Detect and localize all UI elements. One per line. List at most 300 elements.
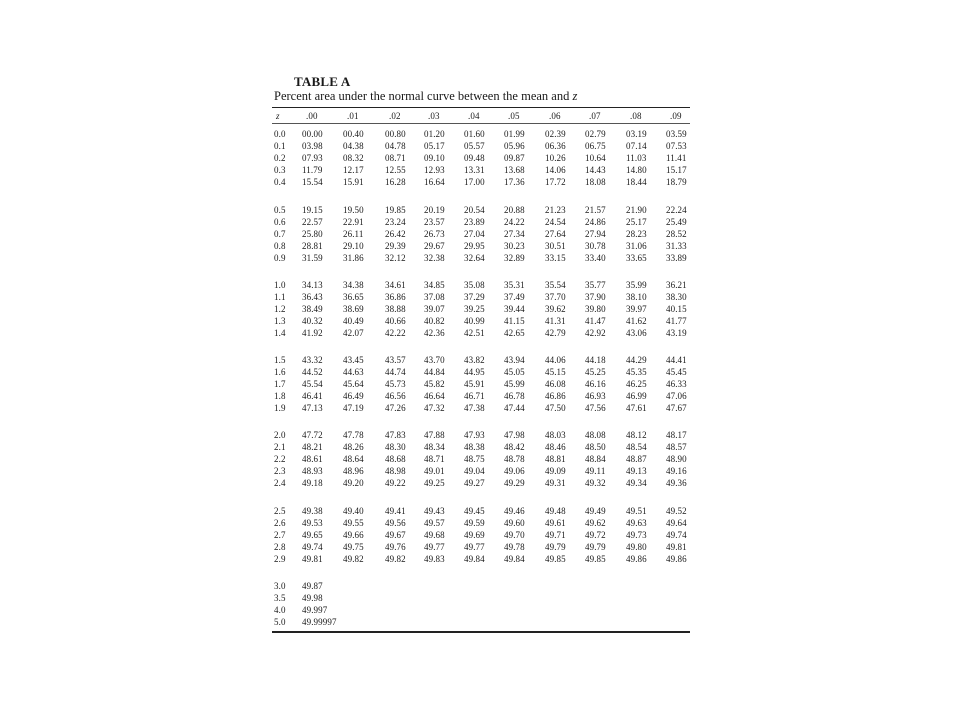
area-value: 46.56 bbox=[385, 390, 406, 401]
area-value: 46.08 bbox=[545, 378, 566, 389]
area-value: 46.41 bbox=[302, 390, 323, 401]
z-value: 0.8 bbox=[274, 240, 286, 251]
area-value: 40.15 bbox=[666, 303, 687, 314]
area-value: 49.53 bbox=[302, 517, 323, 528]
area-value: 29.10 bbox=[343, 240, 364, 251]
area-value: 05.57 bbox=[464, 140, 485, 151]
area-value: 46.64 bbox=[424, 390, 445, 401]
area-value: 41.31 bbox=[545, 315, 566, 326]
area-value: 49.79 bbox=[585, 541, 606, 552]
area-value: 49.87 bbox=[302, 581, 323, 591]
area-value: 00.00 bbox=[302, 129, 323, 139]
area-value: 48.68 bbox=[385, 453, 406, 464]
area-value: 44.06 bbox=[545, 355, 566, 365]
area-value: 20.54 bbox=[464, 205, 485, 215]
area-value: 11.41 bbox=[666, 152, 687, 163]
area-value: 39.97 bbox=[626, 303, 647, 314]
area-value: 49.66 bbox=[343, 529, 364, 540]
area-value: 49.34 bbox=[626, 477, 647, 488]
area-value: 49.36 bbox=[666, 477, 687, 488]
area-value: 49.20 bbox=[343, 477, 364, 488]
area-value: 49.11 bbox=[585, 465, 606, 476]
area-value: 47.06 bbox=[666, 390, 687, 401]
z-value: 1.9 bbox=[274, 402, 286, 413]
area-value: 49.84 bbox=[464, 553, 485, 564]
area-value: 01.99 bbox=[504, 129, 525, 139]
area-value: 48.84 bbox=[585, 453, 606, 464]
area-value: 41.62 bbox=[626, 315, 647, 326]
area-value: 31.86 bbox=[343, 252, 364, 263]
area-value: 49.86 bbox=[626, 553, 647, 564]
area-value: 46.93 bbox=[585, 390, 606, 401]
area-value: 39.62 bbox=[545, 303, 566, 314]
header-col: .06 bbox=[549, 111, 561, 121]
area-value: 43.94 bbox=[504, 355, 525, 365]
area-value: 49.84 bbox=[504, 553, 525, 564]
area-value: 46.78 bbox=[504, 390, 525, 401]
area-value: 47.67 bbox=[666, 402, 687, 413]
area-value: 38.69 bbox=[343, 303, 364, 314]
area-value: 27.04 bbox=[464, 228, 485, 239]
area-value: 47.93 bbox=[464, 430, 485, 440]
z-value: 0.2 bbox=[274, 152, 286, 163]
area-value: 49.98 bbox=[302, 592, 323, 603]
table-title: TABLE A bbox=[294, 74, 351, 89]
area-value: 32.38 bbox=[424, 252, 445, 263]
area-value: 13.31 bbox=[464, 164, 485, 175]
area-value: 47.19 bbox=[343, 402, 364, 413]
area-value: 48.46 bbox=[545, 441, 566, 452]
area-value: 33.65 bbox=[626, 252, 647, 263]
area-value: 49.32 bbox=[585, 477, 606, 488]
area-value: 49.59 bbox=[464, 517, 485, 528]
area-value: 09.48 bbox=[464, 152, 485, 163]
area-value: 46.25 bbox=[626, 378, 647, 389]
z-value: 1.3 bbox=[274, 315, 286, 326]
area-value: 49.52 bbox=[666, 506, 687, 516]
area-value: 31.06 bbox=[626, 240, 647, 251]
area-value: 48.21 bbox=[302, 441, 323, 452]
z-value: 3.5 bbox=[274, 592, 286, 603]
area-value: 39.25 bbox=[464, 303, 485, 314]
z-value: 2.6 bbox=[274, 517, 286, 528]
area-value: 29.95 bbox=[464, 240, 485, 251]
area-value: 49.997 bbox=[302, 604, 328, 615]
area-value: 24.22 bbox=[504, 216, 525, 227]
z-value: 2.7 bbox=[274, 529, 286, 540]
area-value: 49.74 bbox=[666, 529, 687, 540]
area-value: 49.77 bbox=[464, 541, 485, 552]
area-value: 47.26 bbox=[385, 402, 406, 413]
area-value: 04.38 bbox=[343, 140, 364, 151]
area-value: 44.29 bbox=[626, 355, 647, 365]
area-value: 23.24 bbox=[385, 216, 406, 227]
area-value: 31.59 bbox=[302, 252, 323, 263]
area-value: 43.19 bbox=[666, 327, 687, 338]
area-value: 19.50 bbox=[343, 205, 364, 215]
area-value: 41.77 bbox=[666, 315, 687, 326]
area-value: 41.92 bbox=[302, 327, 323, 338]
area-value: 49.81 bbox=[666, 541, 687, 552]
area-value: 10.26 bbox=[545, 152, 566, 163]
area-value: 48.30 bbox=[385, 441, 406, 452]
z-value: 0.7 bbox=[274, 228, 286, 239]
area-value: 49.63 bbox=[626, 517, 647, 528]
area-value: 49.18 bbox=[302, 477, 323, 488]
area-value: 49.85 bbox=[585, 553, 606, 564]
area-value: 33.40 bbox=[585, 252, 606, 263]
bottom-rule bbox=[272, 631, 690, 633]
area-value: 14.06 bbox=[545, 164, 566, 175]
area-value: 43.32 bbox=[302, 355, 323, 365]
area-value: 39.07 bbox=[424, 303, 445, 314]
area-value: 34.13 bbox=[302, 280, 323, 290]
area-value: 46.49 bbox=[343, 390, 364, 401]
area-value: 47.83 bbox=[385, 430, 406, 440]
area-value: 49.29 bbox=[504, 477, 525, 488]
area-value: 47.32 bbox=[424, 402, 445, 413]
area-value: 24.86 bbox=[585, 216, 606, 227]
area-value: 48.42 bbox=[504, 441, 525, 452]
header-col: .02 bbox=[389, 111, 401, 121]
area-value: 48.26 bbox=[343, 441, 364, 452]
area-value: 48.71 bbox=[424, 453, 445, 464]
area-value: 45.73 bbox=[385, 378, 406, 389]
area-value: 49.38 bbox=[302, 506, 323, 516]
area-value: 03.98 bbox=[302, 140, 323, 151]
z-value: 2.8 bbox=[274, 541, 286, 552]
area-value: 40.82 bbox=[424, 315, 445, 326]
area-value: 19.15 bbox=[302, 205, 323, 215]
area-value: 03.19 bbox=[626, 129, 647, 139]
area-value: 25.80 bbox=[302, 228, 323, 239]
area-value: 43.45 bbox=[343, 355, 364, 365]
area-value: 11.03 bbox=[626, 152, 647, 163]
z-value: 0.9 bbox=[274, 252, 286, 263]
area-value: 07.53 bbox=[666, 140, 687, 151]
z-value: 1.2 bbox=[274, 303, 286, 314]
area-value: 49.16 bbox=[666, 465, 687, 476]
area-value: 48.08 bbox=[585, 430, 606, 440]
z-value: 0.5 bbox=[274, 205, 286, 215]
area-value: 48.38 bbox=[464, 441, 485, 452]
area-value: 36.21 bbox=[666, 280, 687, 290]
area-value: 17.36 bbox=[504, 176, 525, 187]
area-value: 49.46 bbox=[504, 506, 525, 516]
area-value: 49.86 bbox=[666, 553, 687, 564]
area-value: 49.85 bbox=[545, 553, 566, 564]
area-value: 49.99997 bbox=[302, 616, 337, 627]
area-value: 35.08 bbox=[464, 280, 485, 290]
area-value: 06.75 bbox=[585, 140, 606, 151]
area-value: 32.89 bbox=[504, 252, 525, 263]
area-value: 07.93 bbox=[302, 152, 323, 163]
area-value: 48.75 bbox=[464, 453, 485, 464]
z-value: 1.7 bbox=[274, 378, 286, 389]
area-value: 04.78 bbox=[385, 140, 406, 151]
area-value: 45.54 bbox=[302, 378, 323, 389]
area-value: 21.90 bbox=[626, 205, 647, 215]
z-value: 1.5 bbox=[274, 355, 286, 365]
z-value: 1.8 bbox=[274, 390, 286, 401]
area-value: 49.04 bbox=[464, 465, 485, 476]
area-value: 05.96 bbox=[504, 140, 525, 151]
area-value: 47.78 bbox=[343, 430, 364, 440]
z-value: 1.4 bbox=[274, 327, 286, 338]
area-value: 48.93 bbox=[302, 465, 323, 476]
area-value: 10.64 bbox=[585, 152, 606, 163]
z-value: 0.6 bbox=[274, 216, 286, 227]
area-value: 48.87 bbox=[626, 453, 647, 464]
area-value: 34.38 bbox=[343, 280, 364, 290]
area-value: 49.13 bbox=[626, 465, 647, 476]
area-value: 49.71 bbox=[545, 529, 566, 540]
area-value: 18.44 bbox=[626, 176, 647, 187]
area-value: 49.09 bbox=[545, 465, 566, 476]
area-value: 45.91 bbox=[464, 378, 485, 389]
area-value: 47.72 bbox=[302, 430, 323, 440]
area-value: 49.82 bbox=[343, 553, 364, 564]
area-value: 19.85 bbox=[385, 205, 406, 215]
area-value: 37.90 bbox=[585, 291, 606, 302]
area-value: 48.54 bbox=[626, 441, 647, 452]
z-value: 2.5 bbox=[274, 506, 286, 516]
area-value: 49.27 bbox=[464, 477, 485, 488]
area-value: 25.49 bbox=[666, 216, 687, 227]
area-value: 48.96 bbox=[343, 465, 364, 476]
area-value: 49.73 bbox=[626, 529, 647, 540]
area-value: 48.12 bbox=[626, 430, 647, 440]
area-value: 49.82 bbox=[385, 553, 406, 564]
z-value: 0.1 bbox=[274, 140, 286, 151]
area-value: 48.50 bbox=[585, 441, 606, 452]
z-value: 2.2 bbox=[274, 453, 286, 464]
area-value: 49.83 bbox=[424, 553, 445, 564]
area-value: 48.64 bbox=[343, 453, 364, 464]
area-value: 16.64 bbox=[424, 176, 445, 187]
area-value: 49.43 bbox=[424, 506, 445, 516]
area-value: 48.78 bbox=[504, 453, 525, 464]
area-value: 40.49 bbox=[343, 315, 364, 326]
area-value: 47.13 bbox=[302, 402, 323, 413]
area-value: 49.76 bbox=[385, 541, 406, 552]
area-value: 49.40 bbox=[343, 506, 364, 516]
area-value: 35.54 bbox=[545, 280, 566, 290]
area-value: 32.64 bbox=[464, 252, 485, 263]
header-col: .04 bbox=[468, 111, 480, 121]
z-value: 2.4 bbox=[274, 477, 286, 488]
area-value: 49.45 bbox=[464, 506, 485, 516]
area-value: 49.57 bbox=[424, 517, 445, 528]
area-value: 12.55 bbox=[385, 164, 406, 175]
area-value: 40.99 bbox=[464, 315, 485, 326]
area-value: 21.57 bbox=[585, 205, 606, 215]
header-col: .07 bbox=[589, 111, 601, 121]
area-value: 41.47 bbox=[585, 315, 606, 326]
area-value: 34.61 bbox=[385, 280, 406, 290]
area-value: 18.79 bbox=[666, 176, 687, 187]
area-value: 42.65 bbox=[504, 327, 525, 338]
area-value: 31.33 bbox=[666, 240, 687, 251]
area-value: 49.67 bbox=[385, 529, 406, 540]
area-value: 22.91 bbox=[343, 216, 364, 227]
area-value: 48.34 bbox=[424, 441, 445, 452]
area-value: 28.52 bbox=[666, 228, 687, 239]
area-value: 42.51 bbox=[464, 327, 485, 338]
area-value: 25.17 bbox=[626, 216, 647, 227]
area-value: 49.65 bbox=[302, 529, 323, 540]
area-value: 01.20 bbox=[424, 129, 445, 139]
header-col: .03 bbox=[428, 111, 440, 121]
area-value: 28.23 bbox=[626, 228, 647, 239]
area-value: 14.80 bbox=[626, 164, 647, 175]
area-value: 49.01 bbox=[424, 465, 445, 476]
area-value: 21.23 bbox=[545, 205, 566, 215]
area-value: 22.57 bbox=[302, 216, 323, 227]
z-value: 0.0 bbox=[274, 129, 286, 139]
area-value: 27.64 bbox=[545, 228, 566, 239]
area-value: 26.11 bbox=[343, 228, 364, 239]
area-value: 14.43 bbox=[585, 164, 606, 175]
area-value: 49.49 bbox=[585, 506, 606, 516]
area-value: 48.17 bbox=[666, 430, 687, 440]
area-value: 13.68 bbox=[504, 164, 525, 175]
z-value: 5.0 bbox=[274, 616, 286, 627]
area-value: 48.90 bbox=[666, 453, 687, 464]
area-value: 47.56 bbox=[585, 402, 606, 413]
area-value: 24.54 bbox=[545, 216, 566, 227]
area-value: 45.82 bbox=[424, 378, 445, 389]
area-value: 23.89 bbox=[464, 216, 485, 227]
area-value: 49.74 bbox=[302, 541, 323, 552]
area-value: 42.36 bbox=[424, 327, 445, 338]
z-value: 2.3 bbox=[274, 465, 286, 476]
area-value: 45.25 bbox=[585, 366, 606, 377]
area-value: 26.73 bbox=[424, 228, 445, 239]
header-z: z bbox=[276, 111, 280, 121]
z-value: 0.3 bbox=[274, 164, 286, 175]
area-value: 26.42 bbox=[385, 228, 406, 239]
area-value: 43.57 bbox=[385, 355, 406, 365]
area-value: 02.79 bbox=[585, 129, 606, 139]
area-value: 02.39 bbox=[545, 129, 566, 139]
area-value: 44.41 bbox=[666, 355, 687, 365]
area-value: 38.49 bbox=[302, 303, 323, 314]
z-value: 2.9 bbox=[274, 553, 286, 564]
area-value: 37.70 bbox=[545, 291, 566, 302]
header-rule bbox=[272, 123, 690, 124]
area-value: 28.81 bbox=[302, 240, 323, 251]
area-value: 29.67 bbox=[424, 240, 445, 251]
header-col: .00 bbox=[306, 111, 318, 121]
area-value: 23.57 bbox=[424, 216, 445, 227]
area-value: 49.62 bbox=[585, 517, 606, 528]
area-value: 35.77 bbox=[585, 280, 606, 290]
area-value: 49.25 bbox=[424, 477, 445, 488]
area-value: 44.63 bbox=[343, 366, 364, 377]
area-value: 42.92 bbox=[585, 327, 606, 338]
top-rule bbox=[272, 107, 690, 108]
z-value: 2.0 bbox=[274, 430, 286, 440]
area-value: 45.45 bbox=[666, 366, 687, 377]
area-value: 29.39 bbox=[385, 240, 406, 251]
area-value: 49.69 bbox=[464, 529, 485, 540]
z-value: 3.0 bbox=[274, 581, 286, 591]
area-value: 47.50 bbox=[545, 402, 566, 413]
area-value: 49.56 bbox=[385, 517, 406, 528]
area-value: 27.94 bbox=[585, 228, 606, 239]
area-value: 49.72 bbox=[585, 529, 606, 540]
header-col: .01 bbox=[347, 111, 359, 121]
area-value: 46.71 bbox=[464, 390, 485, 401]
area-value: 12.17 bbox=[343, 164, 364, 175]
area-value: 48.81 bbox=[545, 453, 566, 464]
area-value: 46.86 bbox=[545, 390, 566, 401]
area-value: 09.87 bbox=[504, 152, 525, 163]
area-value: 48.61 bbox=[302, 453, 323, 464]
area-value: 43.70 bbox=[424, 355, 445, 365]
area-value: 15.91 bbox=[343, 176, 364, 187]
area-value: 48.03 bbox=[545, 430, 566, 440]
area-value: 47.88 bbox=[424, 430, 445, 440]
area-value: 00.40 bbox=[343, 129, 364, 139]
area-value: 42.22 bbox=[385, 327, 406, 338]
z-value: 1.6 bbox=[274, 366, 286, 377]
area-value: 33.15 bbox=[545, 252, 566, 263]
area-value: 46.16 bbox=[585, 378, 606, 389]
area-value: 38.10 bbox=[626, 291, 647, 302]
area-value: 17.72 bbox=[545, 176, 566, 187]
area-value: 38.88 bbox=[385, 303, 406, 314]
caption-variable: z bbox=[572, 89, 578, 103]
area-value: 49.51 bbox=[626, 506, 647, 516]
area-value: 49.22 bbox=[385, 477, 406, 488]
area-value: 45.15 bbox=[545, 366, 566, 377]
area-value: 49.31 bbox=[545, 477, 566, 488]
header-col: .08 bbox=[630, 111, 642, 121]
z-value: 4.0 bbox=[274, 604, 286, 615]
area-value: 09.10 bbox=[424, 152, 445, 163]
area-value: 15.54 bbox=[302, 176, 323, 187]
area-value: 20.88 bbox=[504, 205, 525, 215]
area-value: 49.64 bbox=[666, 517, 687, 528]
area-value: 20.19 bbox=[424, 205, 445, 215]
area-value: 44.18 bbox=[585, 355, 606, 365]
area-value: 18.08 bbox=[585, 176, 606, 187]
area-value: 30.78 bbox=[585, 240, 606, 251]
area-value: 38.30 bbox=[666, 291, 687, 302]
area-value: 33.89 bbox=[666, 252, 687, 263]
caption-text: Percent area under the normal curve between the mean and bbox=[274, 89, 570, 103]
area-value: 49.80 bbox=[626, 541, 647, 552]
area-value: 41.15 bbox=[504, 315, 525, 326]
area-value: 45.35 bbox=[626, 366, 647, 377]
table-caption bbox=[274, 89, 577, 104]
area-value: 45.64 bbox=[343, 378, 364, 389]
area-value: 03.59 bbox=[666, 129, 687, 139]
area-value: 01.60 bbox=[464, 129, 485, 139]
area-value: 48.57 bbox=[666, 441, 687, 452]
area-value: 37.49 bbox=[504, 291, 525, 302]
area-value: 43.06 bbox=[626, 327, 647, 338]
area-value: 49.81 bbox=[302, 553, 323, 564]
area-value: 42.79 bbox=[545, 327, 566, 338]
area-value: 12.93 bbox=[424, 164, 445, 175]
area-value: 27.34 bbox=[504, 228, 525, 239]
area-value: 30.51 bbox=[545, 240, 566, 251]
area-value: 22.24 bbox=[666, 205, 687, 215]
area-value: 16.28 bbox=[385, 176, 406, 187]
